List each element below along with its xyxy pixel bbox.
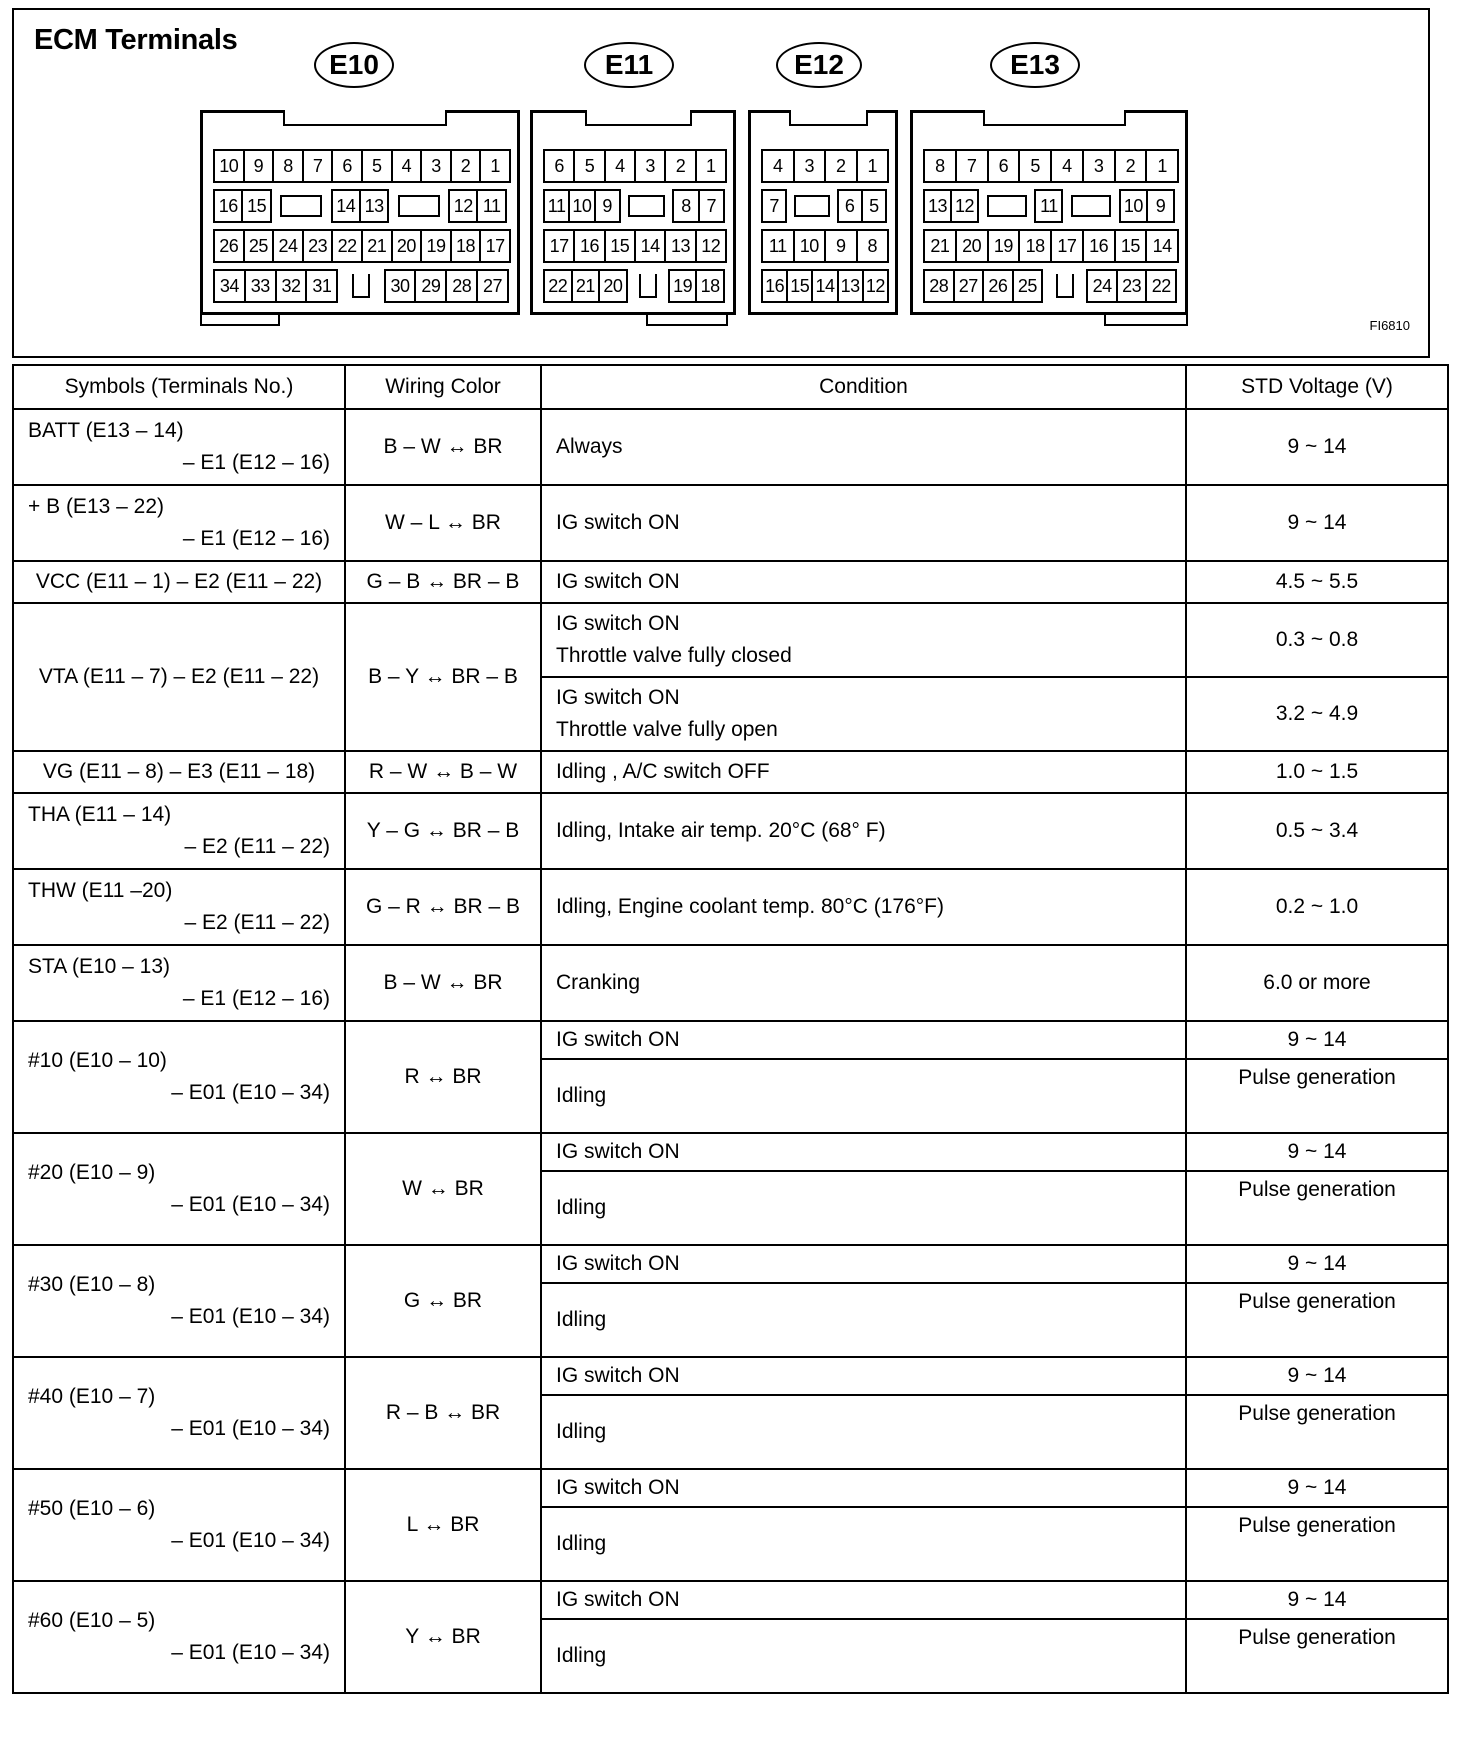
pin-row: [215, 189, 507, 223]
wiring-color-cell: R – B ↔ BR: [345, 1357, 541, 1469]
pin-row: [925, 189, 1175, 223]
std-voltage-cell: Pulse generation: [1186, 1171, 1448, 1245]
wiring-color-cell: G – B ↔ BR – B: [345, 561, 541, 603]
connector-label-e11: E11: [584, 42, 674, 88]
terminal-pin: 18: [695, 269, 725, 303]
pin-row: [215, 149, 511, 183]
terminal-pin: 4: [761, 149, 795, 183]
terminal-pin: 12: [695, 229, 727, 263]
table-row: [13, 1581, 1448, 1619]
terminal-pin: 32: [275, 269, 308, 303]
symbol-terminal: VTA (E11 – 7) – E2 (E11 – 22): [38, 665, 320, 688]
symbol-ground: – E01 (E10 – 34): [171, 1417, 330, 1440]
condition-text: Idling: [556, 1084, 607, 1107]
condition-cell: [541, 561, 1186, 603]
std-voltage-cell: 0.3 ~ 0.8: [1186, 603, 1448, 677]
terminal-pin: 8: [272, 149, 304, 183]
terminal-pin: 28: [923, 269, 955, 303]
symbol-ground: – E1 (E12 – 16): [182, 451, 330, 474]
terminal-pin: 28: [445, 269, 478, 303]
symbol-cell: [13, 409, 345, 485]
symbol-ground: – E01 (E10 – 34): [171, 1529, 330, 1552]
terminal-pin: 4: [1050, 149, 1084, 183]
terminal-pin: 16: [761, 269, 788, 303]
terminal-pin: 19: [668, 269, 698, 303]
wiring-color-cell: L ↔ BR: [345, 1469, 541, 1581]
condition-cell: [541, 869, 1186, 945]
terminal-pin: 14: [811, 269, 838, 303]
pin-row: [763, 229, 889, 263]
terminal-pin: 13: [923, 189, 952, 223]
connector-latch: [983, 110, 1126, 126]
terminal-pin: 9: [594, 189, 621, 223]
condition-text: Idling, Engine coolant temp. 80°C (176°F): [556, 895, 945, 918]
symbol-cell: [13, 561, 345, 603]
symbol-ground: – E1 (E12 – 16): [182, 987, 330, 1010]
terminal-pin: 10: [1119, 189, 1148, 223]
terminal-pin: 5: [861, 189, 887, 223]
std-voltage-cell: 9 ~ 14: [1186, 485, 1448, 561]
terminal-pin: 6: [837, 189, 863, 223]
connector-e10: [200, 110, 520, 315]
symbol-cell: [13, 603, 345, 751]
terminal-pin: 23: [302, 229, 334, 263]
symbol-terminal: #40 (E10 – 7): [28, 1385, 156, 1408]
condition-cell: [541, 1283, 1186, 1357]
connector-latch: [585, 110, 692, 126]
terminal-pin: 15: [1114, 229, 1148, 263]
std-voltage-cell: 0.5 ~ 3.4: [1186, 793, 1448, 869]
std-voltage-cell: 9 ~ 14: [1186, 1469, 1448, 1507]
symbol-cell: [13, 1133, 345, 1245]
pin-row: [925, 269, 1177, 303]
symbol-terminal: THA (E11 – 14): [28, 803, 172, 826]
symbol-terminal: + B (E13 – 22): [28, 495, 164, 518]
terminal-pin: 7: [761, 189, 787, 223]
wiring-color-cell: W – L ↔ BR: [345, 485, 541, 561]
symbol-terminal: BATT (E13 – 14): [28, 419, 184, 442]
symbol-terminal: #60 (E10 – 5): [28, 1609, 156, 1632]
terminal-pin: 1: [1145, 149, 1179, 183]
terminal-pin: 25: [243, 229, 275, 263]
pin-row: [545, 149, 727, 183]
wiring-color-cell: R – W ↔ B – W: [345, 751, 541, 793]
condition-cell: [541, 677, 1186, 751]
condition-cell: [541, 751, 1186, 793]
terminal-pin: 9: [243, 149, 275, 183]
condition-cell: [541, 1395, 1186, 1469]
wiring-color-cell: B – Y ↔ BR – B: [345, 603, 541, 751]
terminal-pin: 11: [761, 229, 795, 263]
terminal-pin: 19: [420, 229, 452, 263]
std-voltage-cell: 9 ~ 14: [1186, 1357, 1448, 1395]
terminal-pin: 13: [664, 229, 696, 263]
terminal-pin: 11: [543, 189, 570, 223]
std-voltage-cell: 3.2 ~ 4.9: [1186, 677, 1448, 751]
condition-text: IG switch ON: [556, 612, 680, 635]
symbol-ground: – E2 (E11 – 22): [184, 911, 330, 934]
terminal-pin: 1: [856, 149, 890, 183]
condition-detail: Throttle valve fully closed: [556, 644, 792, 667]
terminal-pin: 12: [448, 189, 478, 223]
terminal-pin: 4: [391, 149, 423, 183]
terminal-pin: 34: [213, 269, 246, 303]
std-voltage-cell: 9 ~ 14: [1186, 1021, 1448, 1059]
terminal-pin: 18: [1018, 229, 1052, 263]
symbol-ground: – E1 (E12 – 16): [182, 527, 330, 550]
terminal-pin: 29: [414, 269, 447, 303]
connector-latch: [789, 110, 868, 126]
connector-latch: [283, 110, 447, 126]
symbol-cell: [13, 1357, 345, 1469]
terminal-pin: 27: [953, 269, 985, 303]
terminal-pin: 22: [1145, 269, 1177, 303]
condition-cell: [541, 1133, 1186, 1171]
terminal-pin: 12: [862, 269, 889, 303]
condition-text: Idling: [556, 1532, 607, 1555]
terminal-pin: 13: [837, 269, 864, 303]
terminal-pin: 6: [987, 149, 1021, 183]
connector-slot-icon: [336, 269, 385, 303]
condition-text: IG switch ON: [556, 1252, 680, 1275]
pin-row: [545, 269, 725, 303]
terminal-pin: 22: [331, 229, 363, 263]
condition-cell: [541, 1581, 1186, 1619]
condition-text: IG switch ON: [556, 1364, 680, 1387]
symbol-terminal: STA (E10 – 13): [28, 955, 171, 978]
condition-cell: [541, 1469, 1186, 1507]
symbol-terminal: THW (E11 –20): [28, 879, 173, 902]
terminal-pin: 10: [793, 229, 827, 263]
condition-text: Idling: [556, 1644, 607, 1667]
std-voltage-cell: Pulse generation: [1186, 1395, 1448, 1469]
terminal-pin: 3: [634, 149, 666, 183]
terminal-pin: 10: [568, 189, 595, 223]
terminal-pin: 17: [479, 229, 511, 263]
condition-cell: [541, 1171, 1186, 1245]
pin-row: [545, 229, 727, 263]
condition-text: Cranking: [556, 971, 641, 994]
wiring-color-cell: R ↔ BR: [345, 1021, 541, 1133]
symbol-cell: [13, 1469, 345, 1581]
terminal-pin: 19: [987, 229, 1021, 263]
terminal-pin: 7: [698, 189, 725, 223]
symbol-terminal: #20 (E10 – 9): [28, 1161, 156, 1184]
header-std-voltage: STD Voltage (V): [1186, 365, 1448, 409]
terminal-pin: 1: [479, 149, 511, 183]
condition-text: IG switch ON: [556, 1028, 680, 1051]
connector-key-icon: [977, 189, 1036, 223]
table-row: [13, 751, 1448, 793]
connector-label-e10: E10: [314, 42, 394, 88]
terminal-pin: 1: [695, 149, 727, 183]
table-row: [13, 869, 1448, 945]
terminal-pin: 23: [1116, 269, 1148, 303]
terminal-pin: 2: [450, 149, 482, 183]
condition-text: IG switch ON: [556, 1588, 680, 1611]
terminal-pin: 3: [793, 149, 827, 183]
connector-e11: [530, 110, 736, 315]
std-voltage-cell: Pulse generation: [1186, 1059, 1448, 1133]
condition-cell: [541, 1245, 1186, 1283]
terminal-pin: 14: [331, 189, 361, 223]
terminal-pin: 33: [244, 269, 277, 303]
terminal-pin: 5: [361, 149, 393, 183]
pin-row: [763, 149, 889, 183]
condition-cell: [541, 1021, 1186, 1059]
symbol-cell: [13, 793, 345, 869]
terminal-pin: 21: [361, 229, 393, 263]
condition-text: IG switch ON: [556, 1476, 680, 1499]
terminal-pin: 13: [359, 189, 389, 223]
symbol-cell: [13, 869, 345, 945]
connector-rail: [1104, 315, 1188, 326]
ecm-terminal-spec-table: [12, 364, 1449, 1694]
symbol-cell: [13, 751, 345, 793]
symbol-cell: [13, 1581, 345, 1693]
terminal-pin: 21: [923, 229, 957, 263]
terminal-pin: 9: [824, 229, 858, 263]
pin-row: [925, 149, 1179, 183]
symbol-terminal: #10 (E10 – 10): [28, 1049, 167, 1072]
symbol-terminal: VG (E11 – 8) – E3 (E11 – 18): [42, 760, 316, 783]
table-row: [13, 1245, 1448, 1283]
condition-text: Idling: [556, 1420, 607, 1443]
pin-row: [763, 269, 889, 303]
std-voltage-cell: Pulse generation: [1186, 1283, 1448, 1357]
condition-cell: [541, 485, 1186, 561]
pin-row: [925, 229, 1179, 263]
table-row: [13, 1021, 1448, 1059]
symbol-cell: [13, 1245, 345, 1357]
terminal-pin: 14: [1145, 229, 1179, 263]
table-row: [13, 1469, 1448, 1507]
condition-text: Idling, Intake air temp. 20°C (68° F): [556, 819, 886, 842]
table-row: [13, 603, 1448, 677]
symbol-terminal: VCC (E11 – 1) – E2 (E11 – 22): [35, 570, 323, 593]
std-voltage-cell: 9 ~ 14: [1186, 1133, 1448, 1171]
terminal-pin: 8: [923, 149, 957, 183]
condition-cell: [541, 1357, 1186, 1395]
terminal-pin: 20: [391, 229, 423, 263]
terminal-pin: 7: [302, 149, 334, 183]
terminal-pin: 15: [604, 229, 636, 263]
terminal-pin: 31: [305, 269, 338, 303]
table-header-row: [13, 365, 1448, 409]
terminal-pin: 5: [573, 149, 605, 183]
std-voltage-cell: 4.5 ~ 5.5: [1186, 561, 1448, 603]
connector-key-icon: [387, 189, 450, 223]
condition-text: IG switch ON: [556, 1140, 680, 1163]
condition-cell: [541, 945, 1186, 1021]
terminal-pin: 8: [672, 189, 699, 223]
figure-code: FI6810: [1369, 318, 1410, 333]
connector-key-icon: [785, 189, 838, 223]
wiring-color-cell: Y ↔ BR: [345, 1581, 541, 1693]
terminal-pin: 2: [1114, 149, 1148, 183]
terminal-pin: 16: [1082, 229, 1116, 263]
condition-text: Always: [556, 435, 623, 458]
table-row: [13, 793, 1448, 869]
connector-rail: [200, 315, 280, 326]
diagram-title: ECM Terminals: [34, 24, 238, 56]
terminal-pin: 11: [476, 189, 506, 223]
table-row: [13, 409, 1448, 485]
condition-text: Idling , A/C switch OFF: [556, 760, 770, 783]
connector-slot-icon: [1041, 269, 1088, 303]
table-row: [13, 485, 1448, 561]
symbol-ground: – E2 (E11 – 22): [184, 835, 330, 858]
symbol-cell: [13, 945, 345, 1021]
condition-text: IG switch ON: [556, 570, 680, 593]
condition-detail: Throttle valve fully open: [556, 718, 778, 741]
std-voltage-cell: 0.2 ~ 1.0: [1186, 869, 1448, 945]
condition-text: IG switch ON: [556, 511, 680, 534]
terminal-pin: 18: [450, 229, 482, 263]
wiring-color-cell: W ↔ BR: [345, 1133, 541, 1245]
wiring-color-cell: B – W ↔ BR: [345, 945, 541, 1021]
terminal-pin: 22: [543, 269, 573, 303]
std-voltage-cell: Pulse generation: [1186, 1507, 1448, 1581]
terminal-pin: 24: [1086, 269, 1118, 303]
connector-e13: [910, 110, 1188, 315]
terminal-pin: 15: [786, 269, 813, 303]
symbol-cell: [13, 1021, 345, 1133]
symbol-terminal: #50 (E10 – 6): [28, 1497, 156, 1520]
terminal-pin: 15: [241, 189, 271, 223]
std-voltage-cell: 9 ~ 14: [1186, 1581, 1448, 1619]
terminal-pin: 14: [634, 229, 666, 263]
symbol-terminal: #30 (E10 – 8): [28, 1273, 156, 1296]
table-row: [13, 561, 1448, 603]
terminal-pin: 6: [331, 149, 363, 183]
connector-rail: [646, 315, 728, 326]
std-voltage-cell: Pulse generation: [1186, 1619, 1448, 1693]
header-wiring-color: Wiring Color: [345, 365, 541, 409]
terminal-pin: 16: [213, 189, 243, 223]
terminal-pin: 20: [955, 229, 989, 263]
condition-text: Idling: [556, 1196, 607, 1219]
table-row: [13, 1133, 1448, 1171]
wiring-color-cell: G – R ↔ BR – B: [345, 869, 541, 945]
wiring-color-cell: B – W ↔ BR: [345, 409, 541, 485]
terminal-pin: 3: [420, 149, 452, 183]
condition-cell: [541, 1059, 1186, 1133]
symbol-ground: – E01 (E10 – 34): [171, 1305, 330, 1328]
terminal-pin: 27: [476, 269, 509, 303]
connector-label-e13: E13: [990, 42, 1080, 88]
connector-key-icon: [619, 189, 675, 223]
pin-row: [545, 189, 725, 223]
symbol-ground: – E01 (E10 – 34): [171, 1193, 330, 1216]
terminal-pin: 25: [1012, 269, 1044, 303]
ecm-terminal-diagram: [12, 8, 1430, 358]
wiring-color-cell: Y – G ↔ BR – B: [345, 793, 541, 869]
table-row: [13, 1357, 1448, 1395]
condition-text: Idling: [556, 1308, 607, 1331]
terminal-pin: 9: [1146, 189, 1175, 223]
terminal-pin: 4: [604, 149, 636, 183]
connector-key-icon: [1061, 189, 1120, 223]
terminal-pin: 10: [213, 149, 245, 183]
terminal-pin: 17: [543, 229, 575, 263]
std-voltage-cell: 1.0 ~ 1.5: [1186, 751, 1448, 793]
symbol-cell: [13, 485, 345, 561]
table-row: [13, 945, 1448, 1021]
std-voltage-cell: 9 ~ 14: [1186, 1245, 1448, 1283]
terminal-pin: 7: [955, 149, 989, 183]
connector-key-icon: [270, 189, 333, 223]
terminal-pin: 5: [1018, 149, 1052, 183]
terminal-pin: 6: [543, 149, 575, 183]
std-voltage-cell: 9 ~ 14: [1186, 409, 1448, 485]
terminal-pin: 21: [571, 269, 601, 303]
terminal-pin: 16: [573, 229, 605, 263]
terminal-pin: 12: [950, 189, 979, 223]
connector-slot-icon: [626, 269, 670, 303]
terminal-pin: 26: [213, 229, 245, 263]
terminal-pin: 2: [664, 149, 696, 183]
pin-row: [215, 269, 509, 303]
terminal-pin: 11: [1034, 189, 1063, 223]
condition-cell: [541, 1619, 1186, 1693]
condition-cell: [541, 1507, 1186, 1581]
header-symbols: Symbols (Terminals No.): [13, 365, 345, 409]
terminal-pin: 30: [384, 269, 417, 303]
terminal-pin: 2: [824, 149, 858, 183]
symbol-ground: – E01 (E10 – 34): [171, 1081, 330, 1104]
std-voltage-cell: 6.0 or more: [1186, 945, 1448, 1021]
connector-e12: [748, 110, 898, 315]
condition-cell: [541, 603, 1186, 677]
terminal-pin: 8: [856, 229, 890, 263]
symbol-ground: – E01 (E10 – 34): [171, 1641, 330, 1664]
condition-text: IG switch ON: [556, 686, 680, 709]
terminal-pin: 20: [598, 269, 628, 303]
condition-cell: [541, 793, 1186, 869]
pin-row: [215, 229, 511, 263]
connector-label-e12: E12: [776, 42, 862, 88]
terminal-pin: 3: [1082, 149, 1116, 183]
terminal-pin: 17: [1050, 229, 1084, 263]
pin-row: [763, 189, 887, 223]
header-condition: Condition: [541, 365, 1186, 409]
terminal-pin: 24: [272, 229, 304, 263]
wiring-color-cell: G ↔ BR: [345, 1245, 541, 1357]
condition-cell: [541, 409, 1186, 485]
terminal-pin: 26: [982, 269, 1014, 303]
